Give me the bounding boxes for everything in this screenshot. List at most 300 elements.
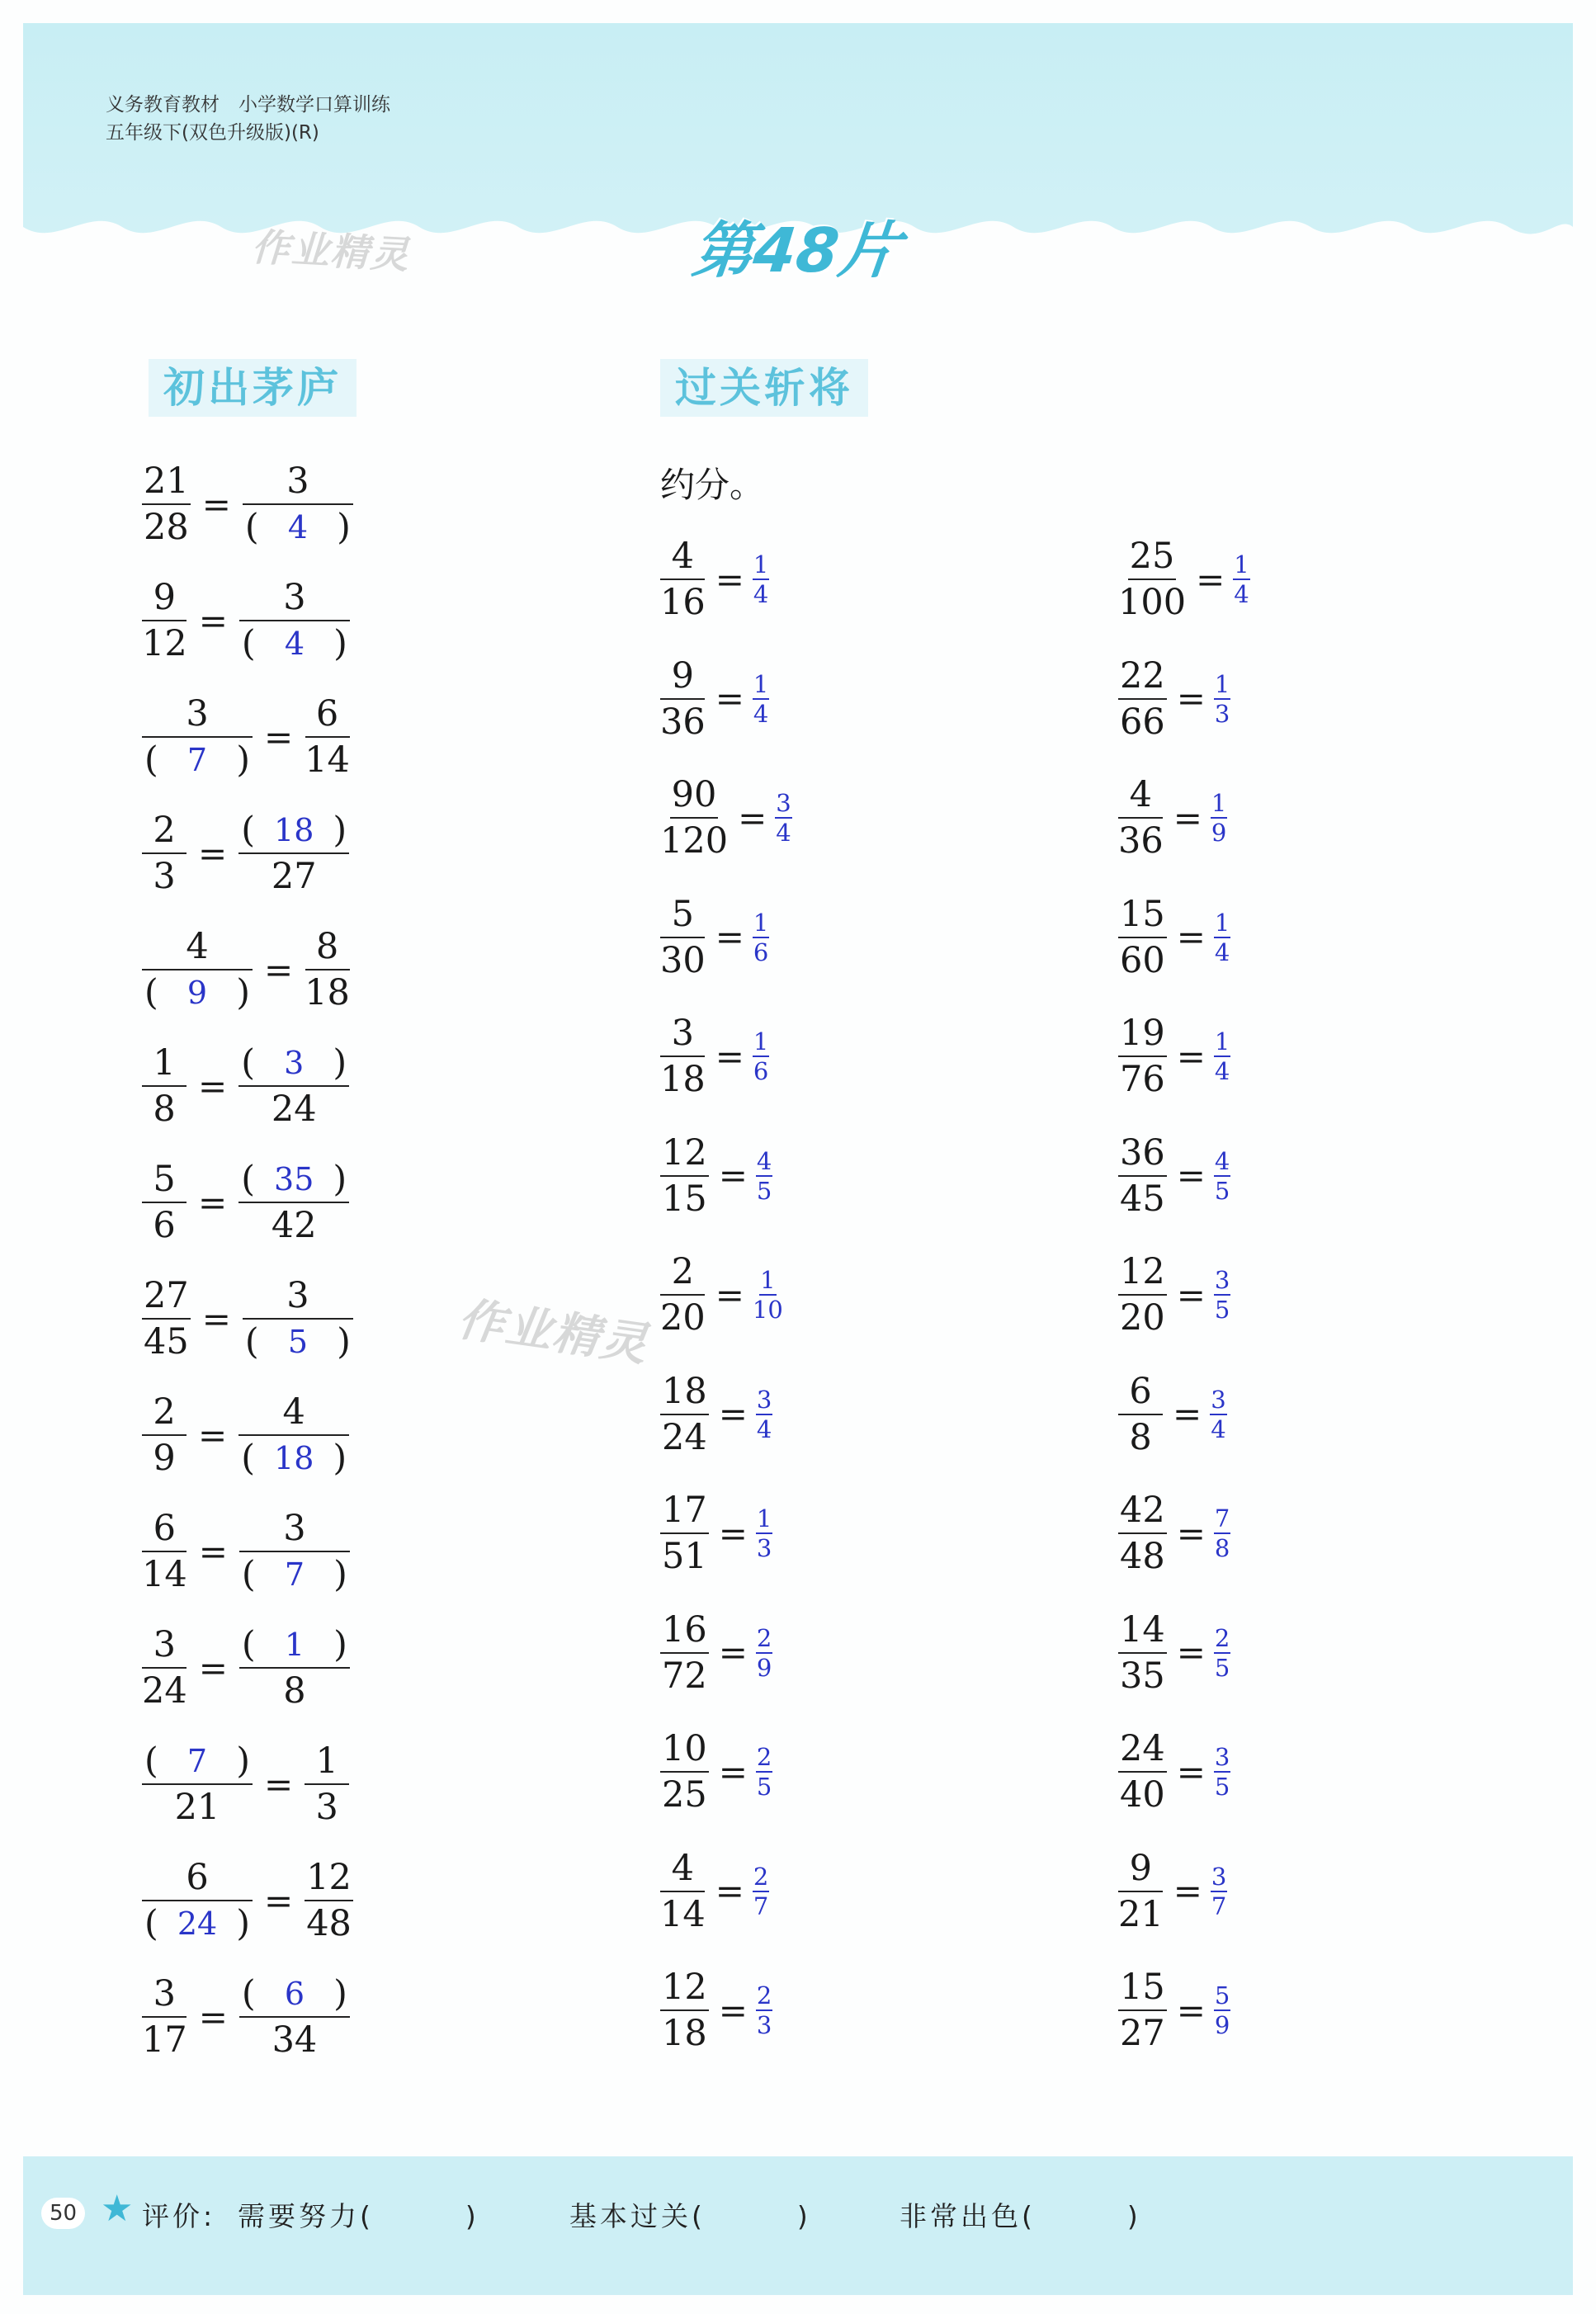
watermark-logo: 作业精灵 xyxy=(250,224,412,277)
fraction-numerator: 4 xyxy=(660,1846,705,1892)
answer-numerator: 1 xyxy=(760,1266,776,1294)
answer-denominator: 3 xyxy=(756,1534,772,1562)
answer-fraction[interactable] xyxy=(1214,1743,1230,1801)
answer-denominator: 5 xyxy=(1214,1773,1230,1801)
fraction xyxy=(243,459,353,550)
fraction-denominator: 20 xyxy=(1120,1297,1165,1339)
answer-blank[interactable]: ( 7 ) xyxy=(144,739,250,781)
equals-sign: = xyxy=(264,949,294,990)
fraction-numerator: 2 xyxy=(142,1390,187,1436)
fraction-numerator: 18 xyxy=(660,1369,709,1415)
answer-denominator: 9 xyxy=(756,1653,772,1682)
fraction-numerator[interactable] xyxy=(238,1157,349,1203)
fraction xyxy=(660,1608,709,1698)
simplify-equation xyxy=(1118,1249,1230,1340)
answer-fraction[interactable] xyxy=(1214,1624,1230,1682)
fraction-denominator: 24 xyxy=(271,1089,317,1130)
answer-numerator: 4 xyxy=(1214,1146,1230,1175)
answer-value: 18 xyxy=(274,1440,314,1476)
answer-denominator: 5 xyxy=(1214,1176,1230,1205)
fraction-denominator: 18 xyxy=(305,972,350,1013)
fraction-denominator[interactable] xyxy=(144,970,251,1015)
answer-fraction[interactable] xyxy=(753,1266,783,1324)
fraction-denominator: 8 xyxy=(283,1670,306,1712)
fraction-denominator: 21 xyxy=(1118,1893,1164,1935)
fraction-denominator: 15 xyxy=(662,1178,707,1220)
fraction-denominator: 36 xyxy=(1118,820,1164,862)
fraction-denominator: 3 xyxy=(153,856,176,897)
fill-blank-equation xyxy=(142,1157,349,1248)
equals-sign: = xyxy=(1176,1632,1206,1673)
fraction xyxy=(142,1041,187,1131)
answer-fraction[interactable] xyxy=(753,670,769,728)
fraction-denominator[interactable] xyxy=(244,1320,352,1364)
equals-sign: = xyxy=(198,1996,228,2038)
answer-numerator: 1 xyxy=(1214,669,1230,698)
answer-numerator: 3 xyxy=(1214,1743,1230,1771)
fraction xyxy=(142,1506,187,1597)
simplify-equation xyxy=(1118,1726,1230,1817)
answer-numerator: 3 xyxy=(1214,1266,1230,1294)
simplify-equation xyxy=(1118,1846,1227,1937)
fraction xyxy=(142,808,187,899)
fraction xyxy=(142,924,253,1015)
equals-sign: = xyxy=(715,1274,744,1315)
fraction xyxy=(142,1739,253,1830)
answer-fraction[interactable] xyxy=(756,1743,772,1801)
fraction xyxy=(1118,1369,1163,1460)
equals-sign: = xyxy=(1176,678,1206,719)
fraction xyxy=(142,575,187,666)
fraction-numerator: 6 xyxy=(1118,1369,1163,1415)
fraction xyxy=(1118,1249,1167,1340)
simplify-equation xyxy=(1118,892,1230,983)
answer-blank[interactable]: ( 7 ) xyxy=(241,1554,347,1595)
answer-numerator: 1 xyxy=(1214,908,1230,937)
fraction-denominator: 16 xyxy=(660,582,706,623)
fraction xyxy=(1118,534,1186,625)
fill-blank-equation xyxy=(142,1273,353,1364)
fraction-denominator: 9 xyxy=(153,1438,176,1479)
fraction xyxy=(243,1273,353,1364)
fraction xyxy=(239,1622,350,1713)
answer-denominator: 4 xyxy=(1214,937,1230,966)
fraction-numerator: 9 xyxy=(660,654,705,700)
answer-numerator: 7 xyxy=(1214,1504,1230,1532)
fraction xyxy=(1118,892,1167,983)
fraction-denominator: 25 xyxy=(662,1774,707,1816)
answer-value: 9 xyxy=(187,975,208,1011)
fraction-numerator: 9 xyxy=(1118,1846,1163,1892)
answer-value: 1 xyxy=(284,1627,305,1663)
fraction-numerator: 22 xyxy=(1118,654,1167,700)
fraction xyxy=(1118,1726,1167,1817)
fraction-denominator: 8 xyxy=(1129,1416,1152,1458)
simplify-equation xyxy=(660,1369,772,1460)
answer-denominator: 5 xyxy=(756,1176,772,1205)
answer-fraction[interactable] xyxy=(756,1504,772,1562)
answer-fraction[interactable] xyxy=(756,1624,772,1682)
answer-numerator: 1 xyxy=(1234,550,1249,578)
fraction xyxy=(1118,1488,1167,1579)
fraction xyxy=(305,1739,349,1830)
fraction-numerator: 5 xyxy=(660,892,705,938)
fraction-numerator: 12 xyxy=(660,1965,709,2011)
equals-sign: = xyxy=(718,1394,748,1434)
simplify-equation xyxy=(660,1488,772,1579)
fraction-denominator: 35 xyxy=(1120,1655,1165,1697)
answer-numerator: 4 xyxy=(756,1146,772,1175)
answer-value: 18 xyxy=(274,812,314,848)
answer-blank[interactable]: ( 35 ) xyxy=(241,1159,347,1200)
fraction-numerator: 12 xyxy=(1118,1249,1167,1296)
answer-value: 7 xyxy=(187,742,208,778)
fraction-denominator: 24 xyxy=(142,1670,187,1712)
answer-fraction[interactable] xyxy=(1233,550,1249,608)
answer-blank[interactable]: ( 5 ) xyxy=(244,1321,351,1362)
fraction-denominator: 45 xyxy=(1120,1178,1165,1220)
fraction xyxy=(142,1622,187,1713)
equals-sign: = xyxy=(715,1871,744,1911)
simplify-equation xyxy=(660,1608,772,1698)
simplify-equation xyxy=(1118,1011,1230,1102)
answer-denominator: 5 xyxy=(1214,1296,1230,1324)
fraction xyxy=(660,1369,709,1460)
simplify-equation xyxy=(660,892,769,983)
equals-sign: = xyxy=(1176,1274,1206,1315)
fraction-denominator: 3 xyxy=(315,1787,338,1828)
answer-value: 7 xyxy=(284,1556,305,1593)
answer-numerator: 2 xyxy=(756,1743,772,1771)
answer-denominator: 5 xyxy=(756,1773,772,1801)
answer-blank[interactable]: ( 7 ) xyxy=(144,1740,250,1782)
answer-fraction[interactable] xyxy=(753,909,769,966)
fraction-numerator: 14 xyxy=(1118,1608,1167,1654)
equals-sign: = xyxy=(264,1764,294,1805)
answer-denominator: 4 xyxy=(1211,1414,1226,1443)
answer-denominator: 4 xyxy=(776,819,791,847)
equals-sign: = xyxy=(718,1513,748,1554)
fill-blank-equation xyxy=(142,1506,350,1597)
fraction xyxy=(660,1011,706,1102)
fraction-numerator: 4 xyxy=(142,924,253,970)
answer-value: 4 xyxy=(287,509,309,545)
fraction xyxy=(142,1855,253,1946)
equals-sign: = xyxy=(715,559,744,600)
equals-sign: = xyxy=(1176,1513,1206,1554)
equals-sign: = xyxy=(198,1647,228,1688)
fraction xyxy=(305,924,350,1015)
fraction-denominator: 60 xyxy=(1120,939,1165,981)
fraction-numerator: 4 xyxy=(1118,772,1163,819)
fraction xyxy=(142,1273,191,1364)
fill-blank-equation xyxy=(142,575,350,666)
equals-sign: = xyxy=(1196,559,1225,600)
answer-denominator: 6 xyxy=(753,937,769,966)
simplify-equation xyxy=(660,1131,772,1221)
fraction xyxy=(142,1972,187,2062)
answer-numerator: 3 xyxy=(1211,1385,1226,1414)
answer-denominator: 9 xyxy=(1211,819,1227,847)
answer-denominator: 4 xyxy=(753,699,769,728)
fraction-denominator: 14 xyxy=(142,1554,187,1595)
fraction-denominator: 8 xyxy=(153,1089,176,1130)
answer-blank[interactable]: ( 6 ) xyxy=(241,1973,347,2014)
fraction-numerator[interactable] xyxy=(239,1972,350,2018)
fraction xyxy=(660,1726,709,1817)
fraction-denominator: 45 xyxy=(144,1321,189,1362)
answer-fraction[interactable] xyxy=(1214,1027,1230,1085)
answer-fraction[interactable] xyxy=(1214,1266,1230,1324)
simplify-equation xyxy=(1118,1608,1230,1698)
simplify-equation xyxy=(660,1249,783,1340)
fraction-numerator: 3 xyxy=(243,459,353,505)
fraction-numerator: 90 xyxy=(670,772,719,819)
fraction-denominator: 40 xyxy=(1120,1774,1165,1816)
answer-denominator: 5 xyxy=(1214,1653,1230,1682)
equals-sign: = xyxy=(1176,1990,1206,2031)
fraction xyxy=(238,1390,349,1480)
answer-blank[interactable]: ( 4 ) xyxy=(241,623,347,664)
answer-fraction[interactable] xyxy=(753,1027,769,1085)
simplify-equation xyxy=(660,1965,772,2056)
fraction-denominator[interactable] xyxy=(241,621,348,666)
fill-blank-equation xyxy=(142,1855,353,1946)
fraction xyxy=(660,534,706,625)
fraction xyxy=(660,1131,709,1221)
fraction-numerator: 4 xyxy=(660,534,705,580)
rating-needs-effort[interactable]: 需要努力( ) xyxy=(238,2200,479,2232)
fraction-denominator: 27 xyxy=(271,856,317,897)
answer-fraction[interactable] xyxy=(1214,670,1230,728)
fraction xyxy=(1118,1011,1167,1102)
fill-blank-equation xyxy=(142,1972,350,2062)
answer-numerator: 3 xyxy=(776,789,791,817)
fraction-numerator: 19 xyxy=(1118,1011,1167,1057)
fraction xyxy=(142,1390,187,1480)
fraction xyxy=(1118,772,1164,863)
simplify-equation xyxy=(660,772,792,863)
fraction-denominator: 14 xyxy=(660,1893,706,1935)
fill-blank-equation xyxy=(142,808,349,899)
fraction xyxy=(1118,1846,1164,1937)
fraction-denominator: 30 xyxy=(660,939,706,981)
answer-numerator: 1 xyxy=(753,908,769,937)
answer-denominator: 4 xyxy=(1234,580,1249,608)
fraction xyxy=(660,654,706,744)
fill-blank-equation xyxy=(142,459,353,550)
answer-blank[interactable]: ( 18 ) xyxy=(241,810,347,851)
fraction-denominator[interactable] xyxy=(144,738,251,782)
equals-sign: = xyxy=(718,1632,748,1673)
rating-excellent[interactable]: 非常出色( ) xyxy=(900,2200,1141,2232)
answer-fraction[interactable] xyxy=(753,550,769,608)
instruction: 约分。 xyxy=(660,465,765,505)
simplify-equation xyxy=(1118,1369,1227,1460)
equals-sign: = xyxy=(718,1751,748,1792)
fraction xyxy=(660,772,728,863)
simplify-equation xyxy=(1118,534,1250,625)
fraction-numerator[interactable] xyxy=(239,1622,350,1669)
answer-value: 4 xyxy=(284,626,305,662)
fraction-numerator: 12 xyxy=(660,1131,709,1177)
answer-value: 24 xyxy=(177,1906,218,1942)
fraction-numerator: 3 xyxy=(243,1273,353,1320)
answer-value: 7 xyxy=(187,1743,208,1779)
rating-passed[interactable]: 基本过关( ) xyxy=(569,2200,811,2232)
answer-fraction[interactable] xyxy=(753,1863,769,1920)
equals-sign: = xyxy=(1176,1751,1206,1792)
book-series: 义务教育教材 小学数学口算训练 xyxy=(106,94,390,116)
equals-sign: = xyxy=(738,797,767,838)
answer-blank[interactable]: ( 18 ) xyxy=(241,1438,347,1479)
equals-sign: = xyxy=(715,678,744,719)
answer-fraction[interactable] xyxy=(1210,1386,1226,1443)
equals-sign: = xyxy=(1176,1036,1206,1077)
fill-blank-equation xyxy=(142,1041,349,1131)
fraction-numerator: 25 xyxy=(1128,534,1177,580)
fraction-numerator: 15 xyxy=(1118,1965,1167,2011)
fraction-denominator: 66 xyxy=(1120,701,1165,743)
fraction-numerator: 2 xyxy=(142,808,187,854)
answer-numerator: 2 xyxy=(756,1623,772,1652)
page-number: 50 xyxy=(41,2198,85,2229)
fraction-numerator: 15 xyxy=(1118,892,1167,938)
fraction-denominator: 48 xyxy=(306,1903,352,1944)
equals-sign: = xyxy=(264,716,294,758)
answer-denominator: 4 xyxy=(1214,1057,1230,1085)
equals-sign: = xyxy=(715,917,744,957)
simplify-equation xyxy=(660,534,769,625)
simplify-equation xyxy=(1118,772,1227,863)
answer-numerator: 2 xyxy=(1214,1623,1230,1652)
fraction-denominator: 6 xyxy=(153,1205,176,1246)
fill-blank-equation xyxy=(142,1622,350,1713)
fraction-denominator: 14 xyxy=(305,739,350,781)
fraction-denominator[interactable] xyxy=(240,1436,347,1480)
answer-fraction[interactable] xyxy=(1214,1981,1230,2039)
answer-numerator: 1 xyxy=(1214,1027,1230,1055)
fraction-numerator: 3 xyxy=(142,1972,187,2018)
fraction-numerator: 1 xyxy=(305,1739,349,1785)
fraction-numerator: 1 xyxy=(142,1041,187,1087)
watermark-logo: 作业精灵 xyxy=(454,1292,652,1372)
fraction-numerator: 3 xyxy=(142,1622,187,1669)
fraction-denominator: 48 xyxy=(1120,1536,1165,1577)
answer-blank[interactable]: ( 3 ) xyxy=(241,1042,347,1084)
fraction-numerator: 2 xyxy=(660,1249,705,1296)
answer-denominator: 8 xyxy=(1214,1534,1230,1562)
answer-numerator: 5 xyxy=(1214,1981,1230,2009)
section-title-left: 初出茅庐 xyxy=(149,359,357,417)
fraction-numerator[interactable] xyxy=(142,1739,253,1785)
fraction xyxy=(660,892,706,983)
answer-fraction[interactable] xyxy=(775,789,791,847)
fraction-numerator: 6 xyxy=(142,1506,187,1552)
page-title: 第48片 xyxy=(688,215,904,286)
answer-numerator: 2 xyxy=(756,1981,772,2009)
answer-blank[interactable]: ( 1 ) xyxy=(241,1624,347,1665)
answer-fraction[interactable] xyxy=(756,1981,772,2039)
fraction xyxy=(239,1972,350,2062)
fraction xyxy=(239,575,350,666)
equals-sign: = xyxy=(201,484,231,525)
answer-fraction[interactable] xyxy=(1211,1863,1227,1920)
answer-value: 3 xyxy=(284,1045,305,1081)
fraction-numerator: 6 xyxy=(305,692,350,738)
equals-sign: = xyxy=(1173,1871,1202,1911)
answer-fraction[interactable] xyxy=(1211,789,1227,847)
fraction-denominator[interactable] xyxy=(244,505,352,550)
fraction-numerator[interactable] xyxy=(238,1041,349,1087)
answer-blank[interactable]: ( 4 ) xyxy=(244,507,351,548)
answer-value: 35 xyxy=(274,1161,314,1197)
fraction-denominator: 27 xyxy=(1120,2013,1165,2054)
fraction xyxy=(660,1249,706,1340)
answer-numerator: 3 xyxy=(756,1385,772,1414)
fraction-denominator[interactable] xyxy=(144,1901,251,1946)
fraction xyxy=(1118,654,1167,744)
fraction xyxy=(1118,1965,1167,2056)
fraction-numerator: 5 xyxy=(142,1157,187,1203)
star-icon: ★ xyxy=(101,2188,134,2230)
fraction-numerator: 27 xyxy=(142,1273,191,1320)
answer-fraction[interactable] xyxy=(1214,909,1230,966)
equals-sign: = xyxy=(198,1414,228,1456)
fraction xyxy=(660,1965,709,2056)
simplify-equation xyxy=(1118,1965,1230,2056)
fraction-denominator: 51 xyxy=(662,1536,707,1577)
fraction xyxy=(238,808,349,899)
simplify-equation xyxy=(1118,1488,1230,1579)
fraction-numerator[interactable] xyxy=(238,808,349,854)
answer-numerator: 1 xyxy=(1211,789,1227,817)
answer-fraction[interactable] xyxy=(756,1147,772,1205)
fraction-numerator: 3 xyxy=(239,575,350,621)
fraction xyxy=(238,1157,349,1248)
fraction-denominator[interactable] xyxy=(241,1552,348,1597)
fraction-numerator: 8 xyxy=(305,924,350,970)
answer-fraction[interactable] xyxy=(1214,1504,1230,1562)
fraction xyxy=(660,1488,709,1579)
simplify-equation xyxy=(660,1726,772,1817)
fraction xyxy=(305,692,350,782)
answer-blank[interactable]: ( 9 ) xyxy=(144,972,250,1013)
fraction xyxy=(1118,1131,1167,1221)
simplify-equation xyxy=(660,1846,769,1937)
fraction xyxy=(142,459,191,550)
fraction-numerator: 6 xyxy=(142,1855,253,1901)
answer-fraction[interactable] xyxy=(756,1386,772,1443)
fraction xyxy=(142,692,253,782)
fraction-numerator: 17 xyxy=(660,1488,709,1534)
fraction-numerator: 3 xyxy=(142,692,253,738)
answer-numerator: 1 xyxy=(753,550,769,578)
equals-sign: = xyxy=(201,1298,231,1339)
simplify-equation xyxy=(660,654,769,744)
answer-denominator: 3 xyxy=(1214,699,1230,728)
fraction-numerator: 24 xyxy=(1118,1726,1167,1773)
answer-numerator: 3 xyxy=(1211,1862,1227,1891)
fraction-denominator: 18 xyxy=(660,1059,706,1100)
fraction-denominator: 24 xyxy=(662,1416,707,1458)
fraction-denominator: 36 xyxy=(660,701,706,743)
answer-blank[interactable]: ( 24 ) xyxy=(144,1903,250,1944)
answer-fraction[interactable] xyxy=(1214,1147,1230,1205)
fill-blank-equation xyxy=(142,692,350,782)
fraction-numerator: 10 xyxy=(660,1726,709,1773)
fraction-denominator: 21 xyxy=(174,1787,220,1828)
